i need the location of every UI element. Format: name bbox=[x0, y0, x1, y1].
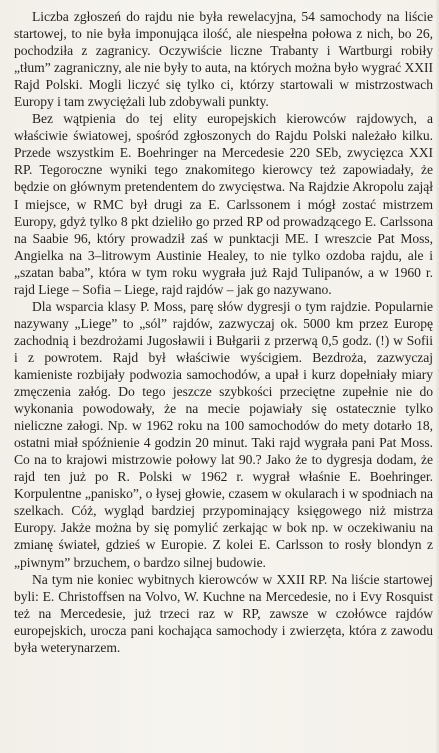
paragraph-2: Bez wątpienia do tej elity europejskich kierowców rajdowych, a właściwie światowej, spośród zgłoszonych do Rajdu Polski należało kilku. Przede wszystkim E. Boehringer na Mercedesie 220 SEb, zwycięzca XXI RP. Tegoroczne wyniki tego znakomitego kierowcy też zapowiadały, że będzie on głównym pretendentem do zwycięstwa. Na Rajdzie Akropolu zajął I miejsce, w RMC był drugi za E. Carlssonem i mógł zostać mistrzem Europy, gdyż tylko 8 pkt dzieliło go przed RP od prowadzącego E. Carlssona na Saabie 96, który prowadził zaś w punktacji ME. I wreszcie Pat Moss, Angielka na 3–litrowym Austinie Healey, to nie tylko ozdoba rajdu, ale i „szatan baba”, która w tym roku wygrała już Rajd Tulipanów, a w 1960 r. rajd Liege – Sofia – Liege, rajd rajdów – jak go nazywano. bbox=[14, 111, 433, 297]
body-text bbox=[14, 8, 433, 656]
paragraph-4: Na tym nie koniec wybitnych kierowców w XXII RP. Na liście startowej byli: E. Christoffsen na Volvo, W. Kuchne na Mercedesie, no i Evy Rosquist też na Mercedesie, już trzeci raz w RP, zawsze w czołówce rajdów europejskich, urocza pani kochająca samochody i zwierzęta, która z zawodu była weterynarzem. bbox=[14, 571, 433, 655]
paragraph-3: Dla wsparcia klasy P. Moss, parę słów dygresji o tym rajdzie. Popularnie nazywany „Liege” to „sól” rajdów, zazwyczaj ok. 5000 km przez Europę zachodnią i bezdrożami Jugosławii i Bułgarii z przerwą 0,5 godz. (!) w Sofii i z powrotem. Rajd był właściwie wyścigiem. Bezdroża, zazwyczaj kamieniste rozbijały podwozia samochodów, a upał i kurz dopełniały miary zmęczenia załóg. Do tego jeszcze szybkości przeciętne zupełnie nie do wykonania powodowały, że na mecie pojawiały się ostatecznie tylko nieliczne załogi. Np. w 1962 roku na 100 samochodów do mety dotarło 18, ostatni miał spóźnienie 4 godzin 20 minut. Taki rajd wygrała pani Pat Moss. Co na to krajowi mistrzowie połowy lat 90.? Jako że to dygresja dodam, że rajd ten już po R. Polski w 1962 r. wygrał właśnie E. Boehringer. Korpulentne „panisko”, o łysej głowie, czasem w okularach i w spodniach na szelkach. Cóż, wygląd bardziej przypominający księgowego niż mistrza Europy. Jakże można by się pomylić zerkając w bok np. w oczekiwaniu na zmianę świateł, gdzieś w Europie. Z kolei E. Carlsson to rosły blondyn z „piwnym” brzuchem, o bardzo silnej budowie. bbox=[14, 298, 433, 570]
paragraph-1: Liczba zgłoszeń do rajdu nie była rewelacyjna, 54 samochody na liście startowej, to nie była imponująca ilość, ale niespełna połowa z nich, bo 26, pochodziła z zagranicy. Oczywiście liczne Trabanty i Wartburgi robiły „tłum” zagraniczny, ale nie były to auta, na których można było wygrać XXII Rajd Polski. Mogli liczyć się tylko ci, którzy startowali w mistrzostwach Europy i tam zwyciężali lub zdobywali punkty. bbox=[14, 9, 433, 110]
scan-edge-shadow bbox=[435, 0, 439, 753]
